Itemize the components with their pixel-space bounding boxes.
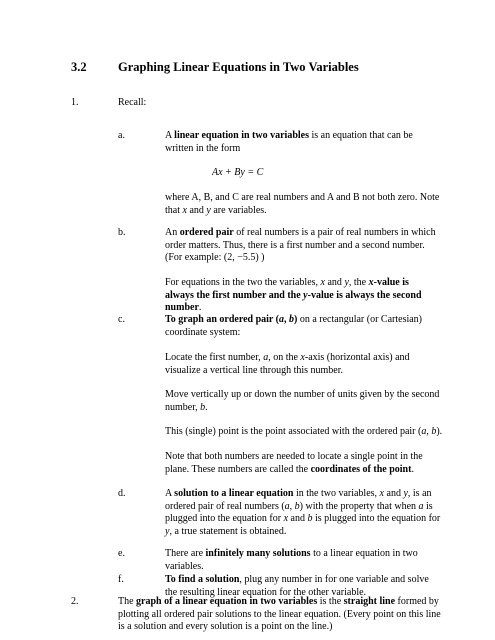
item-a-definition: A linear equation in two variables is an equation that can be written in the form [165,130,413,154]
item-c-step2: Move vertically up or down the number of units given by the second number, b. [165,389,440,413]
section-title: Graphing Linear Equations in Two Variables [118,60,359,74]
item-number-1: 1. [71,97,79,108]
item-letter-c: c. [118,314,125,325]
section-heading [71,60,87,74]
item-letter-f: f. [118,574,124,585]
item-d-definition: A solution to a linear equation in the two variables, x and y, is an ordered pair of real numbers (a, b) with the property that when a is plugged into the equation for x and b is plugged into the equation for y, a true statement is obtained. [165,488,441,537]
item-f-text: To find a solution, plug any number in for one variable and solve the resulting linear equation for the other variable. [165,574,429,598]
item-letter-a: a. [118,130,125,141]
item-b-definition: An ordered pair of real numbers is a pair of real numbers in which order matters. Thus, there is a first number and a second number. (For example: (2, −5.5) ) [165,227,436,263]
section-number: 3.2 [71,60,87,74]
item-letter-b: b. [118,227,126,238]
item-c-note: Note that both numbers are needed to locate a single point in the plane. These numbers are called the coordinates of the point. [165,451,423,475]
recall-label: Recall: [118,97,147,108]
item-c-step1: Locate the first number, a, on the x-axis (horizontal axis) and visualize a vertical line through this number. [165,352,410,376]
item-e-text: There are infinitely many solutions to a linear equation in two variables. [165,548,418,572]
linear-equation-form: Ax + By = C [212,167,264,178]
item-a-note: where A, B, and C are real numbers and A and B not both zero. Note that x and y are variables. [165,192,440,216]
item-letter-d: d. [118,488,126,499]
item-c-heading: To graph an ordered pair (a, b) on a rectangular (or Cartesian) coordinate system: [165,314,423,338]
item-number-2: 2. [71,596,79,607]
item-letter-e: e. [118,548,125,559]
item-c-step3: This (single) point is the point associated with the ordered pair (a, b). [165,426,443,437]
item-b-note: For equations in the two the variables, x and y, the x-value is always the first number and the y-value is always the second number. [165,277,422,313]
item-2-text: The graph of a linear equation in two variables is the straight line formed by plotting all ordered pair solutions to the linear equation. (Every point on this line is a solution and every solution is a point on the line.) [118,596,441,632]
